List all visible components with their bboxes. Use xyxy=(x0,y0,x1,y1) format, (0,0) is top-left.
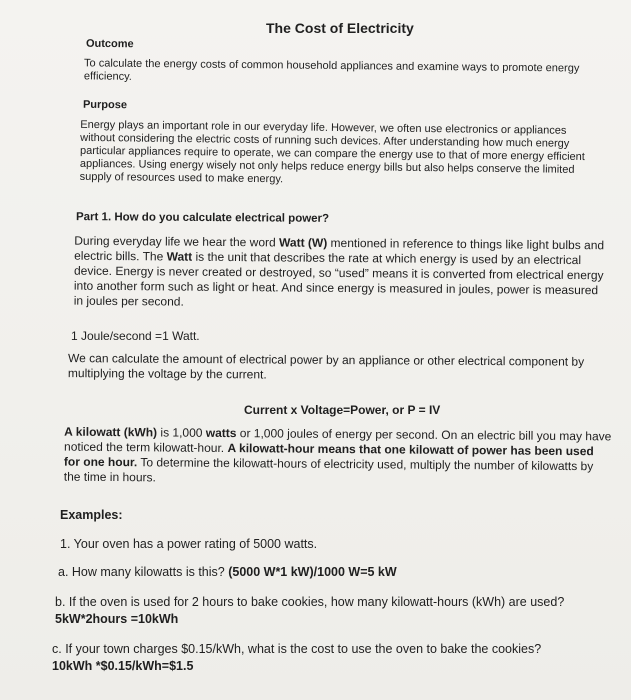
purpose-text: Energy plays an important role in our everyday life. However, we often use electronics or appliances without considering the electric costs of running such devices. After understanding how much energy particular appliances require to operate, we can compare the energy use to that of more energy efficient appliances. Using energy wisely not only helps reduce energy bills but also helps conserve the limited supply of resources used to make energy. xyxy=(79,118,585,186)
examples-heading: Examples: xyxy=(60,508,123,522)
joule-definition: 1 Joule/second =1 Watt. xyxy=(71,329,200,343)
outcome-text: To calculate the energy costs of common household appliances and examine ways to promote energy efficiency. xyxy=(83,57,580,83)
purpose-heading: Purpose xyxy=(82,98,128,112)
part1-paragraph: During everyday life we hear the word Watt (W) mentioned in reference to things like light bulbs and electric bills. The Watt is the unit that describes the rate at which energy is used by an electrical device. Energy is never created or destroyed, so “used” means it is converted from electrical energy into another form such as light or heat. And since energy is measured in joules, power is measured in joules per second. xyxy=(73,233,605,309)
part1-heading: Part 1. How do you calculate electrical power? xyxy=(75,211,330,225)
example-1b: b. If the oven is used for 2 hours to bake cookies, how many kilowatt-hours (kWh) are used? 5kW*2hours =10kWh xyxy=(55,595,565,626)
example-1a: a. How many kilowatts is this? (5000 W*1 kW)/1000 W=5 kW xyxy=(58,565,397,579)
example-1c: c. If your town charges $0.15/kWh, what is the cost to use the oven to bake the cookies? 10kWh *$0.15/kWh=$1.5 xyxy=(52,642,542,673)
outcome-heading: Outcome xyxy=(85,37,134,51)
page-title: The Cost of Electricity xyxy=(266,20,414,36)
power-formula: Current x Voltage=Power, or P = IV xyxy=(244,403,441,417)
example-1: 1. Your oven has a power rating of 5000 watts. xyxy=(60,537,318,551)
kilowatt-paragraph: A kilowatt (kWh) is 1,000 watts or 1,000 joules of energy per second. On an electric bill you may have noticed the term kilowatt-hour. A kilowatt-hour means that one kilowatt of power has been used for one hour. To determine the kilowatt-hours of electricity used, multiply the number of kilowatts by the time in hours. xyxy=(63,424,612,485)
calc-paragraph: We can calculate the amount of electrical power by an appliance or other electrical component by multiplying the voltage by the current. xyxy=(67,351,585,382)
